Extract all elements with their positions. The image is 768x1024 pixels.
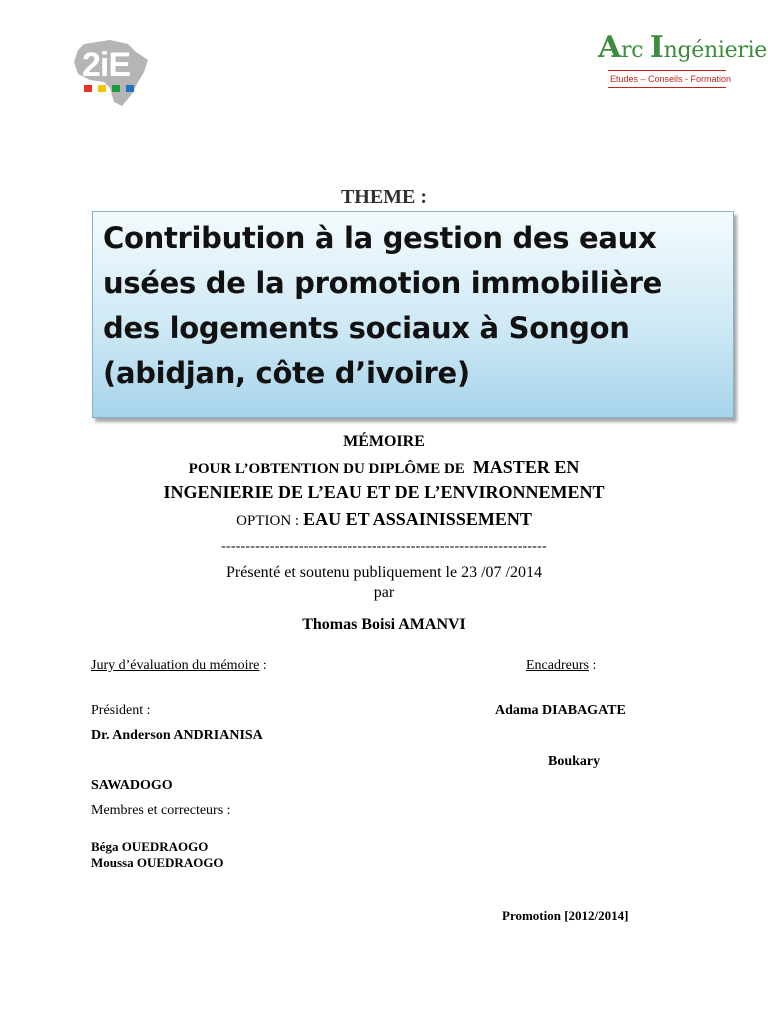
par-label: par [373,584,395,601]
arc-ingenierie-logo [596,28,768,96]
arc-logo-rest-2: ngénierie [663,38,768,63]
2ie-logo-text: 2iE [82,46,131,84]
membre-name: Moussa OUEDRAOGO [91,855,224,870]
president-name: Dr. Anderson ANDRIANISA [91,728,263,743]
encadreur-name: Adama DIABAGATE [495,703,626,718]
membres-label: Membres et correcteurs : [91,803,231,818]
defense-date: Présenté et soutenu publiquement le 23 /07 /2014 [226,564,542,581]
membre-name: Béga OUEDRAOGO [91,839,209,854]
author-name: Thomas Boisi AMANVI [302,616,466,633]
arc-logo-initial-i: I [649,30,664,65]
theme-label: THEME : [340,186,428,208]
encadreurs-label-text: Encadreurs [526,658,589,673]
promotion-label: Promotion [2012/2014] [502,908,629,923]
option-value: EAU ET ASSAINISSEMENT [303,509,532,529]
diploma-line [0,457,768,478]
diploma-master: MASTER EN [472,457,580,477]
encadreurs-label [526,658,596,674]
president-label: Président : [91,703,151,718]
encadreur-2-first-name: Boukary [548,754,601,769]
memoire-heading: MÉMOIRE [343,433,425,450]
arc-logo-subtitle: Etudes – Conseils - Formation [610,74,732,84]
arc-logo-initial-a: A [598,30,621,65]
encadreur-2-last-name: SAWADOGO [91,778,173,793]
jury-label-colon: : [259,658,267,673]
arc-logo-rule-top [608,70,726,71]
diploma-field: INGENIERIE DE L’EAU ET DE L’ENVIRONNEMENT [163,482,605,502]
diploma-prefix: POUR L’OBTENTION DU DIPLÔME DE [188,461,465,477]
title-box [92,211,734,418]
2ie-logo [70,38,152,110]
jury-label [91,658,267,674]
option-line [0,509,768,530]
arc-logo-rest-1: rc [620,38,650,63]
encadreurs-label-colon: : [588,658,597,673]
dashed-separator: ------------------------------------------------------------------- [221,539,547,554]
arc-logo-rule-bottom [608,87,726,88]
arc-logo-title [598,30,767,65]
logo-dot-green [112,85,120,92]
logo-dot-blue [126,85,134,92]
thesis-title: Contribution à la gestion des eaux usées de la promotion immobilière des logements sociaux à Songon (abidjan, côte d’ivoire) [103,221,662,390]
jury-label-text: Jury d’évaluation du mémoire [91,658,260,673]
logo-dot-red [84,85,92,92]
option-prefix: OPTION : [236,513,300,529]
logo-dot-yellow [98,85,106,92]
